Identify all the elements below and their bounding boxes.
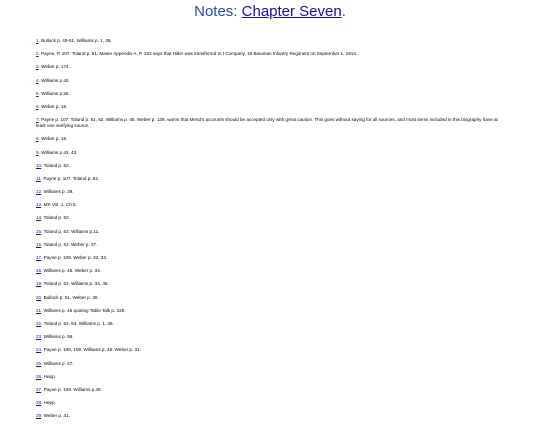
note-text: . Toland p. 62, 63. Williams p. 1, 38.	[41, 320, 114, 326]
note-text: . Williams p. 45. Weber p. 34.	[41, 268, 102, 274]
note-number-link[interactable]: 15	[36, 228, 42, 234]
note-text: . Toland p. 62.	[41, 162, 70, 168]
note-item	[36, 347, 506, 353]
note-text: . Toland p. 62.	[41, 215, 70, 221]
note-number-link[interactable]: 22	[36, 320, 42, 326]
note-item	[36, 51, 506, 57]
note-number-link[interactable]: 3	[36, 64, 39, 70]
note-number-link[interactable]: 27	[36, 386, 42, 392]
note-number-link[interactable]: 12	[36, 189, 42, 195]
note-text: . Toland p. 62. Williams p. 34, 46.	[41, 281, 109, 287]
note-item	[36, 308, 506, 314]
note-number-link[interactable]: 5	[36, 90, 39, 96]
note-text: . Payne, P. 107. Toland p. 61. Maser Appendix A, P. 322 says that Hitler was transferred to I Company, 16 Bavarian Infantry Regiment on September 1, 1914.	[38, 51, 358, 57]
note-number-link[interactable]: 4	[36, 77, 39, 83]
note-text: . Weber p. 174.	[38, 64, 70, 70]
note-text: . Payne p. 109. Williams p.49.	[41, 386, 102, 392]
note-number-link[interactable]: 6	[36, 103, 39, 109]
note-text: . Williams p. 47.	[41, 360, 74, 366]
note-item	[36, 104, 506, 110]
note-item	[36, 78, 506, 84]
note-number-link[interactable]: 13	[36, 202, 42, 208]
note-number-link[interactable]: 16	[36, 241, 42, 247]
note-text: . Hepp.	[41, 400, 56, 406]
note-number-link[interactable]: 14	[36, 215, 42, 221]
note-text: . Bullock p. 51. Weber p. 30.	[41, 294, 99, 300]
note-item	[36, 281, 506, 287]
note-number-link[interactable]: 11	[36, 175, 41, 181]
note-text: . Toland p. 62. Weber p. 27.	[41, 241, 98, 247]
note-number-link[interactable]: 29	[36, 413, 42, 419]
note-number-link[interactable]: 23	[36, 334, 42, 340]
note-number-link[interactable]: 10	[36, 162, 42, 168]
note-text: . Toland p. 62. Williams p.11.	[41, 228, 100, 234]
note-item	[36, 202, 506, 208]
note-item	[36, 268, 506, 274]
note-number-link[interactable]: 24	[36, 347, 42, 353]
note-number-link[interactable]: 2	[36, 51, 39, 57]
note-item	[36, 361, 506, 367]
note-item	[36, 136, 506, 142]
note-text: . Payne p. 107. Toland p. 61, 62. Williams p. 45. Weber p. 139, warns that Mend's accounts should be accepted only with great caution. This goes without saying for all sources, and most items included in this biography have at least one verifying source.	[36, 117, 498, 129]
title-prefix: Notes:	[194, 3, 242, 20]
note-number-link[interactable]: 17	[36, 255, 42, 260]
note-item	[36, 91, 506, 97]
note-number-link[interactable]: 18	[36, 268, 42, 274]
note-text: . Hepp.	[41, 373, 56, 379]
note-text: . MK Vol. 1, Ch.5.	[41, 202, 77, 208]
note-text: . Williams p.42, 43.	[38, 149, 78, 155]
title-suffix: .	[341, 3, 346, 20]
note-text: . Weber p. 19.	[38, 136, 68, 142]
note-number-link[interactable]: 20	[36, 294, 42, 300]
note-item	[36, 215, 506, 221]
note-item	[36, 117, 506, 129]
note-item	[36, 321, 506, 327]
note-text: . Williams p. 39.	[41, 189, 74, 195]
note-number-link[interactable]: 21	[36, 307, 42, 313]
note-item	[36, 229, 506, 235]
note-item	[36, 387, 506, 393]
note-text: . Williams p. 56.	[41, 334, 74, 340]
note-number-link[interactable]: 26	[36, 373, 42, 379]
note-item	[36, 242, 506, 248]
note-text: . Payne p. 108, 109. Williams p. 48. Weber p. 31.	[41, 347, 141, 353]
note-text: . Williams p.55.	[38, 90, 70, 96]
note-number-link[interactable]: 8	[36, 136, 39, 142]
note-number-link[interactable]: 7	[36, 117, 39, 123]
note-text: . Bullock p. 49-51. Williams p. 1, 36.	[38, 38, 112, 43]
note-item	[36, 64, 506, 70]
note-text: . Payne p. 108. Weber p. 32, 33.	[41, 255, 108, 260]
chapter-link[interactable]: Chapter Seven	[241, 3, 342, 20]
note-text: . Williams p. 46 quoting Table Talk p. 325.	[41, 307, 126, 313]
note-item	[36, 176, 506, 182]
notes-list	[36, 38, 506, 426]
note-number-link[interactable]: 19	[36, 281, 42, 287]
note-item	[36, 189, 506, 195]
note-item	[36, 374, 506, 380]
note-item	[36, 163, 506, 169]
note-item	[36, 400, 506, 406]
note-text: . Weber p. 41.	[41, 413, 70, 419]
note-number-link[interactable]: 9	[36, 149, 39, 155]
page-title	[0, 3, 540, 21]
note-item	[36, 150, 506, 156]
note-item	[36, 413, 506, 419]
note-number-link[interactable]: 28	[36, 400, 42, 406]
note-item	[36, 255, 506, 261]
note-item	[36, 334, 506, 340]
note-text: . Payne p. 107. Toland p. 62.	[40, 175, 100, 181]
note-number-link[interactable]: 25	[36, 360, 42, 366]
note-text: . Weber p. 19.	[38, 103, 68, 109]
note-number-link[interactable]: 1	[36, 38, 39, 43]
note-text: . Williams p.42.	[38, 77, 70, 83]
note-item	[36, 38, 506, 44]
note-item	[36, 295, 506, 301]
